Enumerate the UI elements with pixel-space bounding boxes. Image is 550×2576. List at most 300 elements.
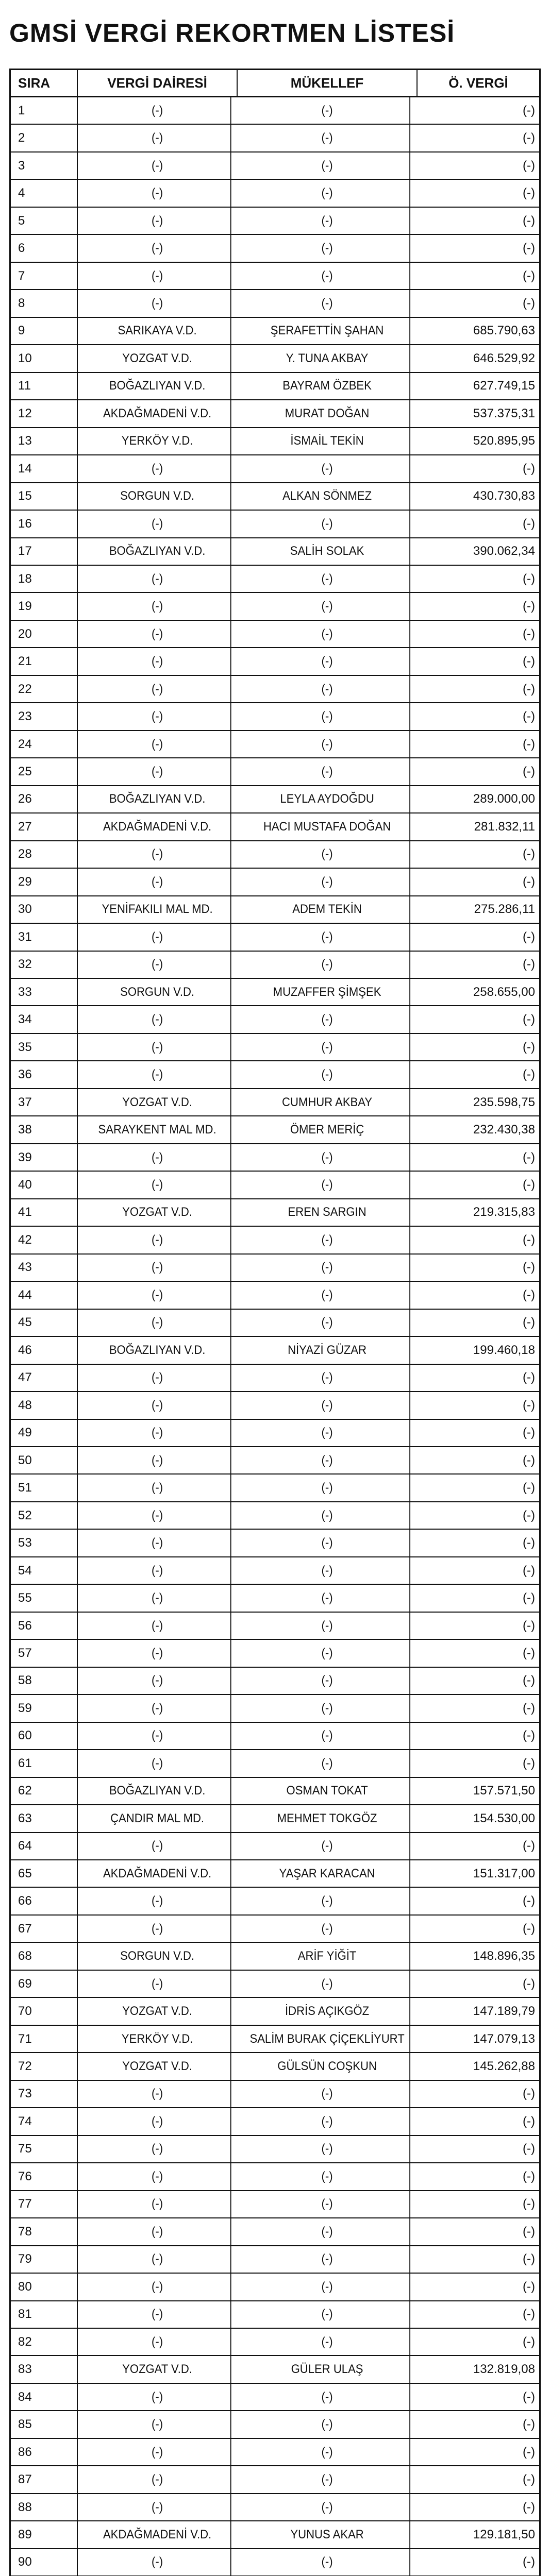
cell-sira: 85 (11, 2411, 78, 2437)
cell-sira: 36 (11, 1061, 78, 1088)
table-row (11, 841, 539, 869)
column-header-mukellef: MÜKELLEF (238, 70, 418, 96)
cell-sira: 21 (11, 648, 78, 674)
cell-vergi-dairesi: YOZGAT V.D. (84, 1998, 231, 2024)
cell-odenen-vergi: 132.819,08 (473, 2362, 535, 2377)
cell-odenen-vergi: (-) (523, 957, 535, 972)
cell-mukellef: (-) (245, 869, 410, 895)
cell-odenen-vergi: 281.832,11 (474, 819, 535, 834)
cell-vergi-dairesi: SORGUN V.D. (84, 979, 231, 1005)
table-row (11, 263, 539, 290)
cell-mukellef: (-) (245, 2549, 410, 2575)
cell-mukellef: OSMAN TOKAT (245, 1778, 410, 1804)
table-row (11, 2274, 539, 2301)
cell-vergi-dairesi: (-) (84, 1530, 231, 1556)
table-row (11, 1475, 539, 1502)
cell-vergi-dairesi: (-) (84, 290, 231, 316)
cell-mukellef: (-) (245, 2494, 410, 2520)
cell-sira: 40 (11, 1172, 78, 1198)
cell-mukellef: (-) (245, 1916, 410, 1942)
cell-odenen-vergi: 430.730,83 (473, 489, 535, 503)
cell-vergi-dairesi: (-) (84, 1255, 231, 1281)
cell-vergi-dairesi: (-) (84, 2411, 231, 2437)
table-row (11, 566, 539, 593)
cell-sira: 17 (11, 538, 78, 565)
cell-odenen-vergi: (-) (523, 2169, 535, 2183)
cell-sira: 65 (11, 1860, 78, 1887)
cell-mukellef: (-) (245, 2163, 410, 2190)
cell-mukellef: (-) (245, 731, 410, 757)
cell-vergi-dairesi: SARIKAYA V.D. (84, 318, 231, 344)
cell-mukellef: (-) (245, 1585, 410, 1611)
cell-sira: 5 (11, 208, 78, 234)
cell-sira: 23 (11, 703, 78, 730)
cell-vergi-dairesi: (-) (84, 1447, 231, 1473)
table-row (11, 924, 539, 951)
cell-odenen-vergi: (-) (523, 2389, 535, 2404)
cell-vergi-dairesi: YOZGAT V.D. (84, 1199, 231, 1226)
cell-vergi-dairesi: (-) (84, 125, 231, 151)
cell-vergi-dairesi: (-) (84, 1172, 231, 1198)
table-row (11, 1530, 539, 1557)
cell-vergi-dairesi: (-) (84, 1061, 231, 1088)
cell-mukellef: (-) (245, 1530, 410, 1556)
cell-vergi-dairesi: (-) (84, 2301, 231, 2328)
table-row (11, 538, 539, 566)
cell-vergi-dairesi: (-) (84, 1888, 231, 1914)
cell-vergi-dairesi: (-) (84, 1916, 231, 1942)
cell-mukellef: MURAT DOĞAN (245, 400, 410, 427)
cell-sira: 76 (11, 2163, 78, 2190)
table-row (11, 2466, 539, 2494)
cell-mukellef: (-) (245, 208, 410, 234)
cell-mukellef: YAŞAR KARACAN (245, 1860, 410, 1887)
cell-sira: 8 (11, 290, 78, 316)
cell-vergi-dairesi: (-) (84, 1365, 231, 1391)
cell-sira: 33 (11, 979, 78, 1005)
cell-mukellef: (-) (245, 2218, 410, 2245)
cell-vergi-dairesi: (-) (84, 263, 231, 289)
table-row (11, 1668, 539, 1695)
cell-mukellef: MEHMET TOKGÖZ (245, 1805, 410, 1832)
cell-sira: 61 (11, 1750, 78, 1776)
cell-mukellef: (-) (245, 1365, 410, 1391)
cell-sira: 53 (11, 1530, 78, 1556)
cell-sira: 47 (11, 1365, 78, 1391)
cell-vergi-dairesi: (-) (84, 511, 231, 537)
cell-mukellef: ADEM TEKİN (245, 896, 410, 923)
table-row (11, 1061, 539, 1089)
cell-mukellef: (-) (245, 593, 410, 619)
cell-sira: 32 (11, 952, 78, 978)
cell-sira: 55 (11, 1585, 78, 1611)
cell-mukellef: (-) (245, 152, 410, 179)
table-row (11, 731, 539, 758)
cell-vergi-dairesi: (-) (84, 1750, 231, 1776)
cell-mukellef: (-) (245, 676, 410, 702)
cell-sira: 27 (11, 814, 78, 840)
table-row (11, 1833, 539, 1860)
cell-odenen-vergi: (-) (523, 103, 535, 117)
cell-sira: 18 (11, 566, 78, 592)
cell-sira: 83 (11, 2356, 78, 2382)
cell-mukellef: (-) (245, 1557, 410, 1584)
cell-sira: 7 (11, 263, 78, 289)
cell-mukellef: (-) (245, 2384, 410, 2410)
cell-odenen-vergi: (-) (523, 296, 535, 311)
cell-odenen-vergi: (-) (523, 2142, 535, 2156)
table-row (11, 97, 539, 125)
cell-vergi-dairesi: ÇANDIR MAL MD. (84, 1805, 231, 1832)
cell-sira: 31 (11, 924, 78, 950)
table-row (11, 1860, 539, 1888)
cell-sira: 14 (11, 455, 78, 482)
cell-sira: 72 (11, 2053, 78, 2079)
cell-vergi-dairesi: (-) (84, 1502, 231, 1529)
cell-vergi-dairesi: AKDAĞMADENİ V.D. (84, 814, 231, 840)
table-row (11, 373, 539, 400)
cell-sira: 78 (11, 2218, 78, 2245)
cell-odenen-vergi: (-) (523, 2417, 535, 2432)
table-row (11, 621, 539, 648)
cell-odenen-vergi: (-) (523, 1728, 535, 1743)
cell-vergi-dairesi: (-) (84, 2466, 231, 2493)
cell-sira: 60 (11, 1723, 78, 1749)
table-row (11, 786, 539, 814)
cell-mukellef: BAYRAM ÖZBEK (245, 373, 410, 399)
cell-vergi-dairesi: AKDAĞMADENİ V.D. (84, 400, 231, 427)
cell-vergi-dairesi: AKDAĞMADENİ V.D. (84, 1860, 231, 1887)
cell-sira: 24 (11, 731, 78, 757)
cell-sira: 26 (11, 786, 78, 812)
cell-odenen-vergi: (-) (523, 1370, 535, 1385)
cell-sira: 58 (11, 1668, 78, 1694)
cell-mukellef: (-) (245, 1172, 410, 1198)
cell-sira: 68 (11, 1943, 78, 1969)
table-row (11, 2136, 539, 2163)
table-row (11, 2384, 539, 2411)
table-row (11, 1420, 539, 1447)
cell-odenen-vergi: 235.598,75 (473, 1095, 535, 1109)
cell-sira: 30 (11, 896, 78, 923)
cell-vergi-dairesi: (-) (84, 2494, 231, 2520)
table-header-row (11, 70, 539, 97)
cell-vergi-dairesi: SORGUN V.D. (84, 483, 231, 510)
cell-sira: 74 (11, 2108, 78, 2134)
cell-mukellef: (-) (245, 2274, 410, 2300)
cell-sira: 41 (11, 1199, 78, 1226)
cell-odenen-vergi: (-) (523, 1894, 535, 1908)
table-row (11, 2439, 539, 2466)
table-row (11, 1888, 539, 1915)
cell-vergi-dairesi: (-) (84, 1723, 231, 1749)
cell-sira: 34 (11, 1006, 78, 1032)
cell-vergi-dairesi: (-) (84, 648, 231, 674)
cell-odenen-vergi: (-) (523, 2252, 535, 2266)
page-title: GMSİ VERGİ REKORTMEN LİSTESİ (9, 19, 455, 47)
table-row (11, 318, 539, 345)
cell-mukellef: (-) (245, 1668, 410, 1694)
cell-vergi-dairesi: (-) (84, 758, 231, 785)
cell-vergi-dairesi: YOZGAT V.D. (84, 2356, 231, 2382)
cell-sira: 54 (11, 1557, 78, 1584)
cell-odenen-vergi: 147.079,13 (473, 2031, 535, 2046)
cell-mukellef: (-) (245, 703, 410, 730)
cell-sira: 84 (11, 2384, 78, 2410)
cell-odenen-vergi: (-) (523, 571, 535, 586)
cell-odenen-vergi: (-) (523, 1453, 535, 1467)
table-row (11, 1227, 539, 1254)
cell-mukellef: (-) (245, 952, 410, 978)
cell-odenen-vergi: 289.000,00 (473, 792, 535, 806)
table-row (11, 593, 539, 620)
table-row (11, 2549, 539, 2576)
cell-mukellef: EREN SARGIN (245, 1199, 410, 1226)
cell-odenen-vergi: (-) (523, 654, 535, 669)
cell-sira: 57 (11, 1640, 78, 1666)
cell-odenen-vergi: (-) (523, 1839, 535, 1853)
table-row (11, 1585, 539, 1612)
cell-odenen-vergi: (-) (523, 2114, 535, 2128)
cell-sira: 12 (11, 400, 78, 427)
cell-mukellef: (-) (245, 1475, 410, 1501)
cell-vergi-dairesi: YOZGAT V.D. (84, 345, 231, 371)
cell-sira: 39 (11, 1144, 78, 1171)
cell-mukellef: (-) (245, 2136, 410, 2162)
cell-mukellef: CUMHUR AKBAY (245, 1089, 410, 1115)
cell-vergi-dairesi: (-) (84, 208, 231, 234)
cell-sira: 43 (11, 1255, 78, 1281)
table-row (11, 896, 539, 924)
table-row (11, 1805, 539, 1833)
table-row (11, 1447, 539, 1475)
table-row (11, 483, 539, 511)
cell-odenen-vergi: (-) (523, 516, 535, 531)
cell-sira: 38 (11, 1116, 78, 1143)
cell-vergi-dairesi: AKDAĞMADENİ V.D. (84, 2521, 231, 2548)
table-row (11, 2026, 539, 2053)
cell-vergi-dairesi: (-) (84, 2246, 231, 2273)
cell-vergi-dairesi: (-) (84, 180, 231, 206)
table-row (11, 1255, 539, 1282)
cell-odenen-vergi: (-) (523, 847, 535, 861)
table-row (11, 814, 539, 841)
cell-vergi-dairesi: BOĞAZLIYAN V.D. (84, 373, 231, 399)
cell-mukellef: (-) (245, 566, 410, 592)
cell-sira: 3 (11, 152, 78, 179)
cell-odenen-vergi: (-) (523, 2555, 535, 2569)
cell-vergi-dairesi: (-) (84, 1833, 231, 1859)
cell-mukellef: (-) (245, 2301, 410, 2328)
cell-sira: 82 (11, 2329, 78, 2355)
cell-sira: 19 (11, 593, 78, 619)
cell-mukellef: ŞERAFETTİN ŞAHAN (245, 318, 410, 344)
cell-vergi-dairesi: (-) (84, 1420, 231, 1446)
table-row (11, 1723, 539, 1750)
cell-sira: 59 (11, 1695, 78, 1721)
cell-mukellef: (-) (245, 1971, 410, 1997)
cell-mukellef: YUNUS AKAR (245, 2521, 410, 2548)
cell-odenen-vergi: (-) (523, 1287, 535, 1302)
cell-vergi-dairesi: (-) (84, 2081, 231, 2107)
cell-odenen-vergi: 154.530,00 (473, 1811, 535, 1825)
column-header-vergi-dairesi: VERGİ DAİRESİ (78, 70, 238, 96)
cell-vergi-dairesi: (-) (84, 2549, 231, 2575)
table-row (11, 2108, 539, 2136)
cell-vergi-dairesi: SORGUN V.D. (84, 1943, 231, 1969)
cell-mukellef: (-) (245, 1310, 410, 1336)
cell-vergi-dairesi: (-) (84, 455, 231, 482)
table-row (11, 2218, 539, 2246)
cell-sira: 66 (11, 1888, 78, 1914)
cell-mukellef: GÜLSÜN COŞKUN (245, 2053, 410, 2079)
cell-odenen-vergi: (-) (523, 1591, 535, 1605)
table-row (11, 2053, 539, 2080)
cell-mukellef: SALİH SOLAK (245, 538, 410, 565)
table-row (11, 2301, 539, 2329)
cell-mukellef: (-) (245, 1034, 410, 1060)
cell-vergi-dairesi: YOZGAT V.D. (84, 1089, 231, 1115)
table-row (11, 2411, 539, 2438)
table-row (11, 1916, 539, 1943)
cell-vergi-dairesi: (-) (84, 1668, 231, 1694)
cell-odenen-vergi: 199.460,18 (473, 1343, 535, 1357)
cell-odenen-vergi: (-) (523, 1646, 535, 1660)
table-row (11, 1943, 539, 1970)
cell-sira: 71 (11, 2026, 78, 2052)
cell-odenen-vergi: 147.189,79 (473, 2004, 535, 2019)
cell-odenen-vergi: (-) (523, 186, 535, 200)
cell-sira: 15 (11, 483, 78, 510)
cell-sira: 70 (11, 1998, 78, 2024)
cell-mukellef: (-) (245, 1227, 410, 1253)
cell-vergi-dairesi: YENİFAKILI MAL MD. (84, 896, 231, 923)
cell-vergi-dairesi: (-) (84, 2163, 231, 2190)
cell-sira: 37 (11, 1089, 78, 1115)
cell-sira: 35 (11, 1034, 78, 1060)
cell-odenen-vergi: 145.262,88 (473, 2059, 535, 2074)
table-row (11, 1365, 539, 1392)
cell-sira: 20 (11, 621, 78, 647)
table-row (11, 428, 539, 455)
cell-odenen-vergi: 157.571,50 (473, 1784, 535, 1798)
cell-odenen-vergi: (-) (523, 874, 535, 889)
cell-vergi-dairesi: (-) (84, 1475, 231, 1501)
cell-vergi-dairesi: (-) (84, 566, 231, 592)
cell-sira: 87 (11, 2466, 78, 2493)
cell-odenen-vergi: (-) (523, 1150, 535, 1164)
cell-sira: 63 (11, 1805, 78, 1832)
cell-sira: 44 (11, 1282, 78, 1308)
cell-odenen-vergi: 627.749,15 (473, 379, 535, 393)
cell-mukellef: Y. TUNA AKBAY (245, 345, 410, 371)
table-row (11, 952, 539, 979)
cell-vergi-dairesi: (-) (84, 703, 231, 730)
cell-sira: 77 (11, 2191, 78, 2217)
cell-odenen-vergi: 520.895,95 (473, 434, 535, 448)
cell-sira: 2 (11, 125, 78, 151)
table-row (11, 2494, 539, 2521)
table-row (11, 2081, 539, 2108)
table-row (11, 345, 539, 372)
cell-odenen-vergi: (-) (523, 2197, 535, 2211)
cell-sira: 10 (11, 345, 78, 371)
cell-mukellef: (-) (245, 2466, 410, 2493)
cell-mukellef: ARİF YİĞİT (245, 1943, 410, 1969)
cell-mukellef: (-) (245, 235, 410, 261)
column-header-odenen-vergi: Ö. VERGİ (448, 75, 508, 91)
cell-sira: 67 (11, 1916, 78, 1942)
cell-mukellef: NİYAZİ GÜZAR (245, 1337, 410, 1363)
table-row (11, 758, 539, 786)
cell-mukellef: (-) (245, 648, 410, 674)
cell-odenen-vergi: (-) (523, 2445, 535, 2459)
cell-mukellef: (-) (245, 621, 410, 647)
cell-vergi-dairesi: BOĞAZLIYAN V.D. (84, 538, 231, 565)
cell-odenen-vergi: (-) (523, 1701, 535, 1715)
cell-sira: 9 (11, 318, 78, 344)
cell-sira: 62 (11, 1778, 78, 1804)
table-row (11, 1337, 539, 1364)
cell-vergi-dairesi: (-) (84, 1971, 231, 1997)
cell-odenen-vergi: (-) (523, 158, 535, 173)
cell-odenen-vergi: (-) (523, 1260, 535, 1275)
cell-vergi-dairesi: (-) (84, 1282, 231, 1308)
table-row (11, 2246, 539, 2274)
cell-vergi-dairesi: (-) (84, 152, 231, 179)
cell-mukellef: (-) (245, 1888, 410, 1914)
cell-odenen-vergi: (-) (523, 1012, 535, 1027)
table-row (11, 400, 539, 428)
cell-mukellef: İSMAİL TEKİN (245, 428, 410, 454)
cell-vergi-dairesi: (-) (84, 869, 231, 895)
cell-mukellef: (-) (245, 2191, 410, 2217)
cell-odenen-vergi: (-) (523, 1618, 535, 1633)
cell-vergi-dairesi: (-) (84, 1557, 231, 1584)
cell-mukellef: (-) (245, 2246, 410, 2273)
cell-mukellef: (-) (245, 1833, 410, 1859)
cell-odenen-vergi: (-) (523, 268, 535, 283)
cell-odenen-vergi: (-) (523, 1040, 535, 1054)
cell-mukellef: ALKAN SÖNMEZ (245, 483, 410, 510)
table-row (11, 1282, 539, 1309)
cell-vergi-dairesi: (-) (84, 1392, 231, 1418)
cell-sira: 64 (11, 1833, 78, 1859)
table-row (11, 1750, 539, 1777)
cell-sira: 6 (11, 235, 78, 261)
cell-odenen-vergi: 685.790,63 (473, 324, 535, 338)
table-row (11, 2521, 539, 2549)
cell-mukellef: (-) (245, 1061, 410, 1088)
cell-odenen-vergi: (-) (523, 1921, 535, 1936)
cell-odenen-vergi: (-) (523, 241, 535, 256)
cell-sira: 69 (11, 1971, 78, 1997)
cell-sira: 11 (11, 373, 78, 399)
cell-odenen-vergi: (-) (523, 1508, 535, 1522)
cell-mukellef: (-) (245, 97, 410, 124)
cell-vergi-dairesi: (-) (84, 2329, 231, 2355)
cell-odenen-vergi: 151.317,00 (473, 1866, 535, 1880)
cell-odenen-vergi: (-) (523, 1426, 535, 1440)
cell-odenen-vergi: 232.430,38 (473, 1123, 535, 1137)
table-row (11, 511, 539, 538)
cell-odenen-vergi: (-) (523, 682, 535, 696)
cell-sira: 90 (11, 2549, 78, 2575)
cell-mukellef: (-) (245, 1255, 410, 1281)
cell-sira: 88 (11, 2494, 78, 2520)
cell-vergi-dairesi: YERKÖY V.D. (84, 428, 231, 454)
table-row (11, 235, 539, 262)
